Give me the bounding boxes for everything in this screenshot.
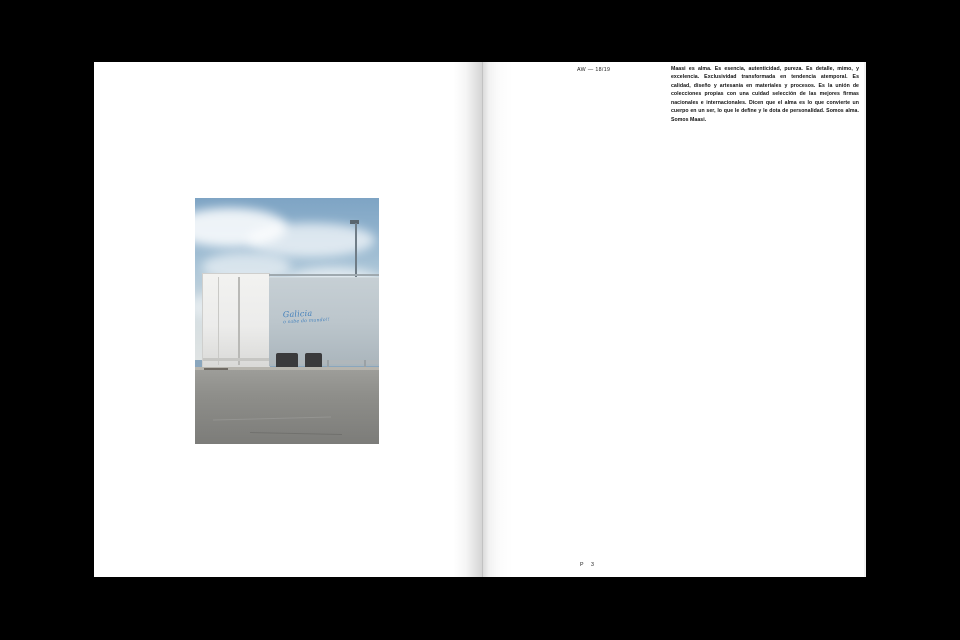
white-trailer-shape: [202, 273, 270, 369]
folio-number: 3: [590, 562, 595, 568]
truck-lettering: [283, 307, 330, 325]
running-head: AW — 18/19: [577, 67, 611, 73]
truck-lettering-main: Galicia: [282, 308, 313, 319]
folio-label: P: [580, 562, 584, 568]
truck-lettering-sub: o sabe do mundo!!: [283, 317, 331, 326]
right-page: [480, 62, 866, 577]
truck-photograph: [195, 198, 379, 444]
left-page: [94, 62, 480, 577]
photo-content: [195, 198, 379, 444]
folio: [580, 562, 594, 568]
trailer-panel-line: [218, 277, 219, 365]
body-text: Maasi es alma. Es esencia, autenticidad, pureza. Es detalle, mimo, y excelencia. Exclusividad transformada en tendencia atemporal. Es calidad, diseño y artesanía en materiales y procesos. Es la unión de colecciones propias con una cuidad selección de las mejores firmas nacionales e internacionales. Dicen que el alma es lo que convierte un cuerpo en un ser, lo que le define y le dota de personalidad. Somos alma. Somos Maasi.: [671, 66, 859, 123]
trailer-bottom-rail: [203, 358, 269, 361]
magazine-spread: [94, 62, 866, 577]
page-edge: [864, 62, 866, 577]
trailer-door-line: [238, 277, 240, 365]
